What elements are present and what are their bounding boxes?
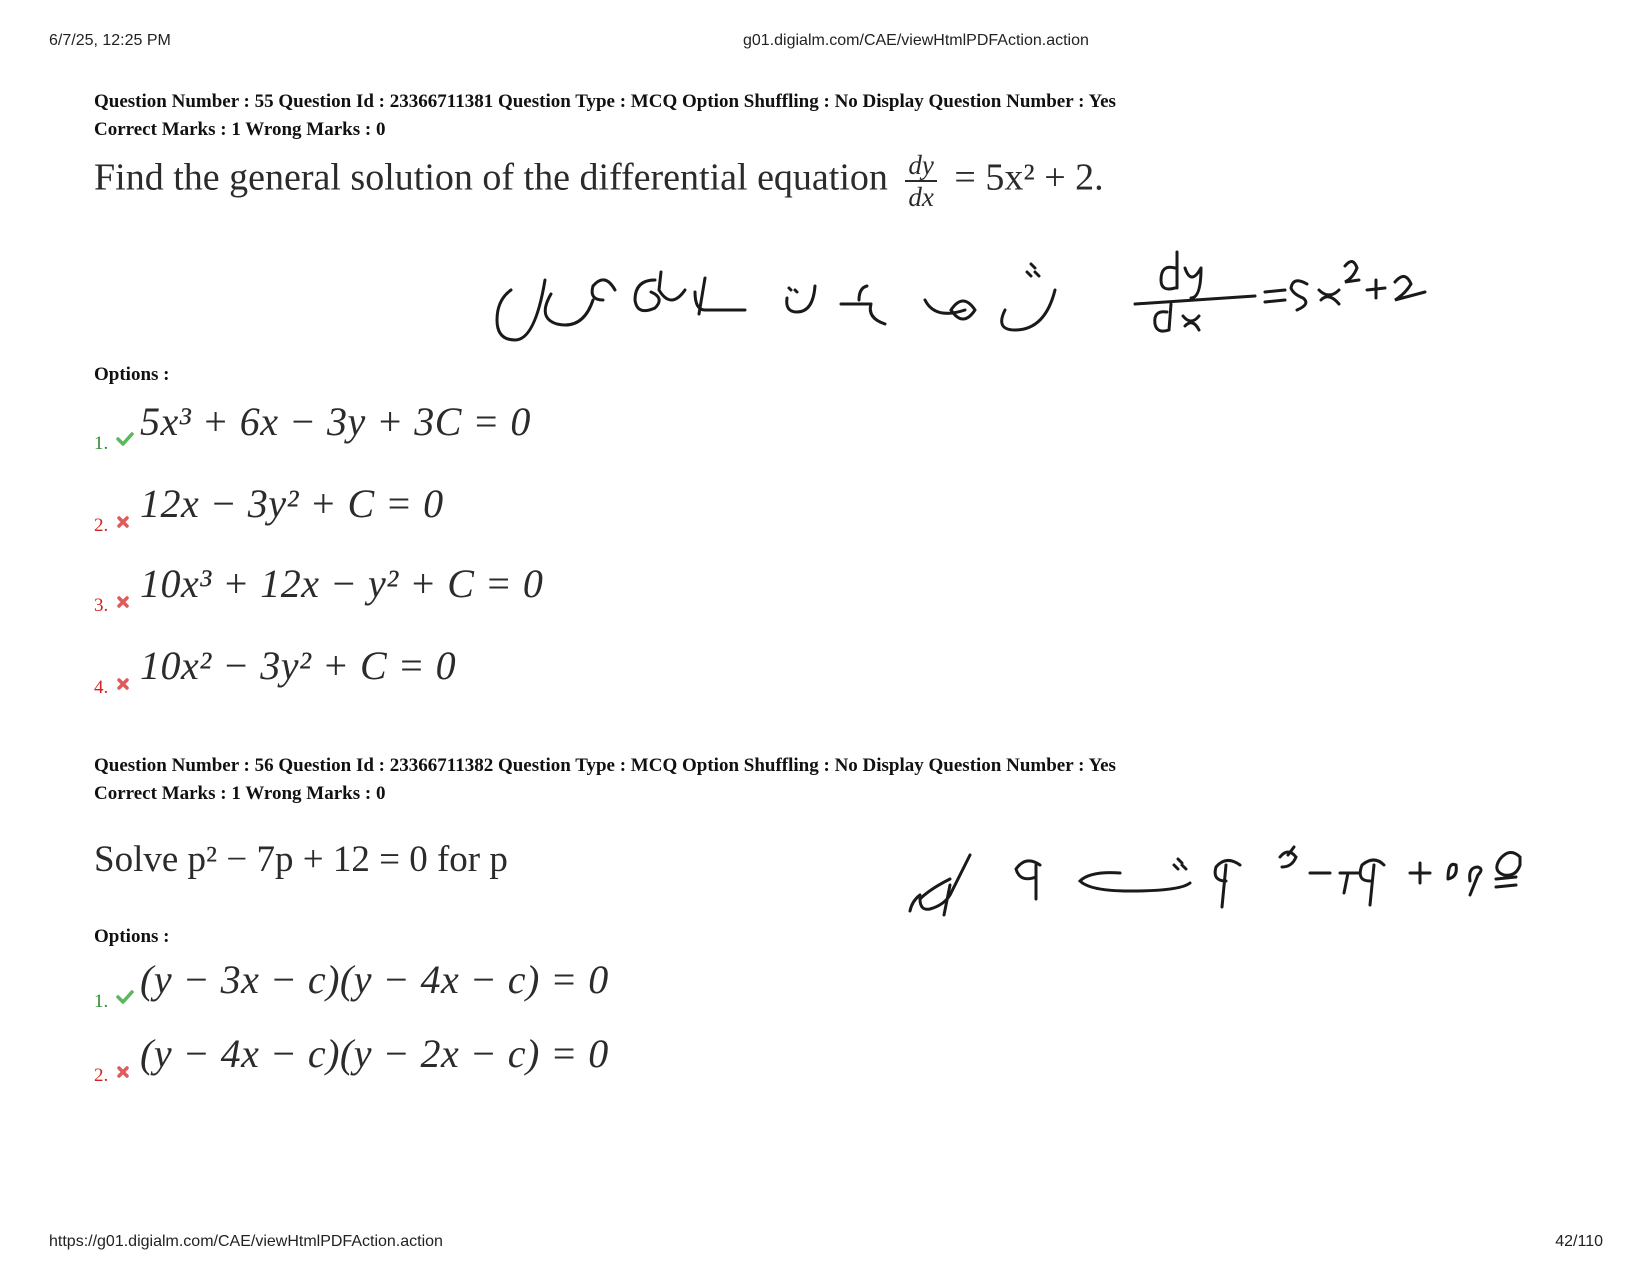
option-text: (y − 3x − c)(y − 4x − c) = 0 — [140, 957, 609, 1002]
check-icon — [116, 431, 136, 452]
option-text: (y − 4x − c)(y − 2x − c) = 0 — [140, 1031, 609, 1076]
handwritten-urdu-translation-image — [495, 250, 1465, 380]
question-meta-line: Question Number : 56 Question Id : 23366711382 Question Type : MCQ Option Shuffling : No Display Question Number : Yes — [94, 755, 1116, 776]
option-number: 2. — [94, 515, 109, 536]
question-text-suffix: = 5x² + 2. — [954, 156, 1104, 199]
question-56-meta — [94, 752, 1116, 808]
option-text: 10x² − 3y² + C = 0 — [140, 643, 457, 688]
print-header-url: g01.digialm.com/CAE/viewHtmlPDFAction.action — [743, 32, 1089, 49]
question-56-text: Solve p² − 7p + 12 = 0 for p — [94, 839, 508, 880]
option-row — [94, 1030, 609, 1087]
option-row — [94, 398, 531, 455]
print-footer-url: https://g01.digialm.com/CAE/viewHtmlPDFAction.action — [49, 1233, 443, 1250]
question-meta-line: Question Number : 55 Question Id : 23366711381 Question Type : MCQ Option Shuffling : No Display Question Number : Yes — [94, 91, 1116, 112]
cross-icon — [116, 595, 136, 614]
option-number: 2. — [94, 1065, 109, 1086]
option-number: 1. — [94, 433, 109, 454]
option-row — [94, 642, 456, 699]
option-number: 4. — [94, 677, 109, 698]
option-number: 3. — [94, 595, 109, 616]
option-row — [94, 560, 543, 617]
question-55-meta — [94, 88, 1116, 144]
fraction-numerator: dy — [905, 150, 936, 182]
options-label: Options : — [94, 364, 170, 385]
option-text: 12x − 3y² + C = 0 — [140, 481, 444, 526]
marks-line: Correct Marks : 1 Wrong Marks : 0 — [94, 783, 386, 804]
cross-icon — [116, 677, 136, 696]
option-number: 1. — [94, 991, 109, 1012]
cross-icon — [116, 1065, 136, 1084]
option-row — [94, 480, 444, 537]
cross-icon — [116, 515, 136, 534]
check-icon — [116, 989, 136, 1010]
question-55-text — [94, 150, 1104, 212]
question-text-prefix: Find the general solution of the differential equation — [94, 156, 888, 199]
option-text: 10x³ + 12x − y² + C = 0 — [140, 561, 544, 606]
print-date: 6/7/25, 12:25 PM — [49, 32, 171, 49]
option-text: 5x³ + 6x − 3y + 3C = 0 — [140, 399, 531, 444]
options-label: Options : — [94, 926, 170, 947]
marks-line: Correct Marks : 1 Wrong Marks : 0 — [94, 119, 386, 140]
page-number: 42/110 — [1555, 1233, 1603, 1250]
fraction-denominator: dx — [908, 182, 934, 212]
handwritten-urdu-translation-image — [900, 835, 1580, 935]
option-row — [94, 956, 609, 1013]
derivative-fraction — [905, 150, 936, 212]
